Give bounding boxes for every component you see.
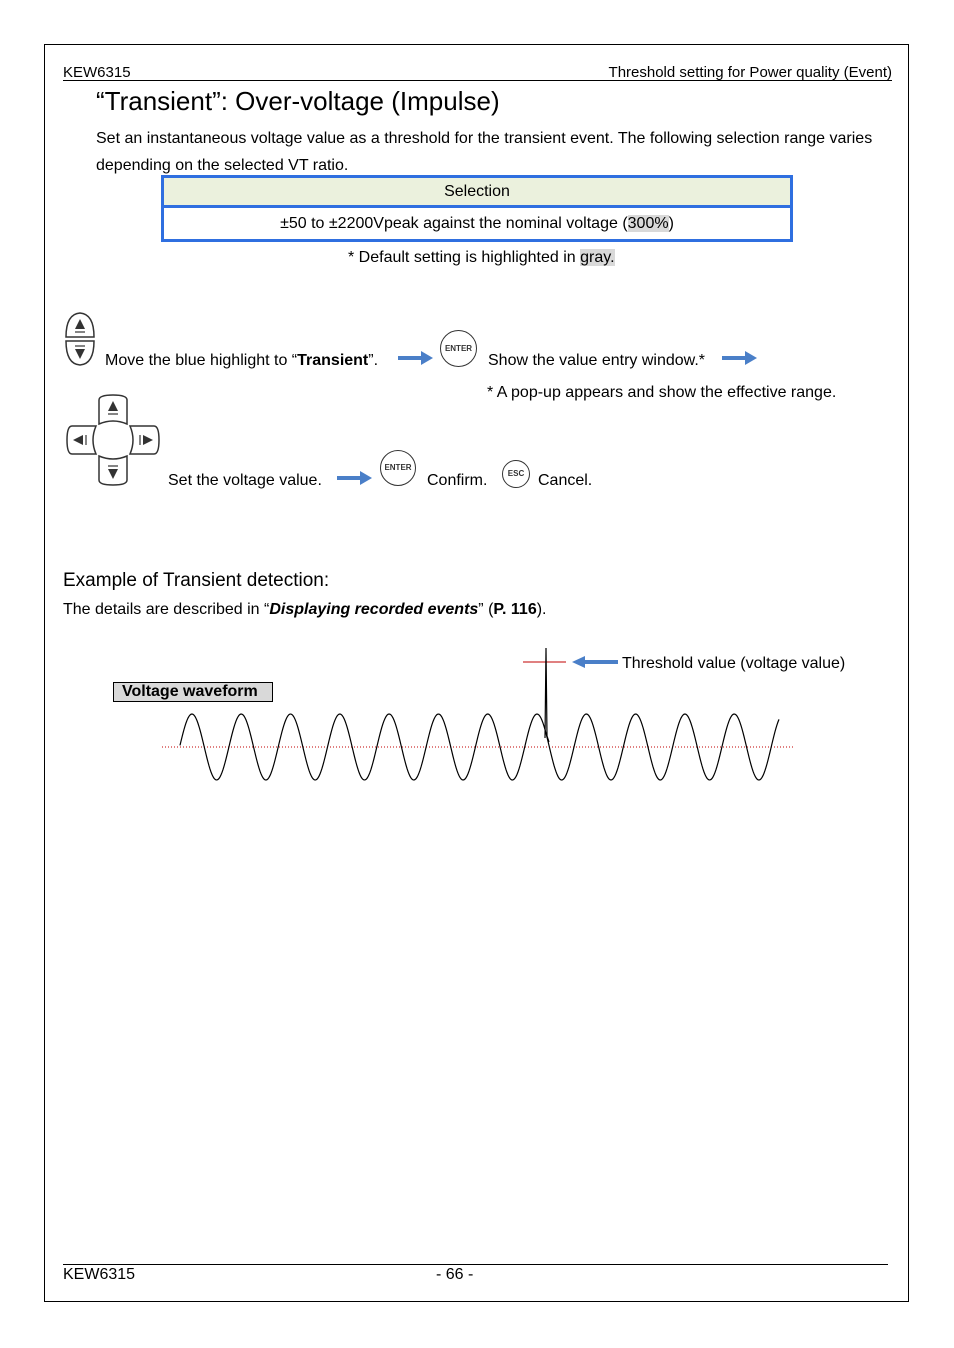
selection-range-text: ±50 to ±2200Vpeak against the nominal voltage ( [280, 215, 628, 232]
intro-paragraph: Set an instantaneous voltage value as a threshold for the transient event. The following selection range varies depending on the selected VT ratio. [96, 130, 873, 174]
voltage-wave [180, 714, 779, 780]
footer-divider [63, 1264, 888, 1265]
displaying-recorded-events-link[interactable]: Displaying recorded events [269, 601, 479, 618]
step-move-highlight [105, 352, 378, 370]
header-divider [63, 80, 892, 81]
step-cancel: Cancel. [538, 472, 593, 489]
selection-range-close: ) [668, 215, 674, 232]
popup-note: * A pop-up appears and show the effective range. [487, 384, 837, 401]
four-way-key-icon [66, 394, 160, 486]
voltage-waveform-label: Voltage waveform [113, 682, 273, 702]
default-note-text: * Default setting is highlighted in [348, 249, 581, 266]
page-title: “Transient”: Over-voltage (Impulse) [96, 86, 500, 116]
step-show-window: Show the value entry window.* [488, 352, 706, 369]
threshold-label: Threshold value (voltage value) [622, 655, 846, 672]
step-move-target: Transient [297, 352, 369, 369]
enter-key-icon: ENTER [380, 450, 416, 486]
example-description [63, 601, 547, 619]
arrow-right-icon [398, 351, 434, 365]
step-confirm: Confirm. [427, 472, 488, 489]
page-reference[interactable]: P. 116 [493, 601, 537, 618]
header-section: Threshold setting for Power quality (Event) [608, 64, 892, 81]
default-note [348, 249, 615, 267]
up-down-key-icon [63, 311, 97, 367]
default-value-highlight: 300% [627, 215, 669, 232]
header-model: KEW6315 [63, 64, 131, 81]
esc-key-icon: ESC [502, 460, 530, 488]
selection-table [161, 175, 793, 242]
step-move-suffix: ”. [368, 352, 379, 369]
arrow-right-icon [337, 471, 373, 485]
example-desc-suffix: ). [536, 601, 547, 618]
arrow-right-icon [722, 351, 758, 365]
enter-key-icon: ENTER [440, 330, 477, 367]
default-note-gray: gray. [580, 249, 615, 266]
arrow-left-icon [572, 656, 618, 668]
footer-model: KEW6315 [63, 1266, 136, 1283]
step-set-value: Set the voltage value. [168, 472, 322, 489]
selection-table-header: Selection [164, 178, 790, 208]
example-desc-mid: ” ( [478, 601, 494, 618]
step-move-prefix: Move the blue highlight to “ [105, 352, 298, 369]
selection-table-row [164, 208, 790, 239]
page-number: - 66 - [436, 1266, 474, 1283]
example-heading: Example of Transient detection: [63, 570, 330, 591]
example-desc-prefix: The details are described in “ [63, 601, 270, 618]
